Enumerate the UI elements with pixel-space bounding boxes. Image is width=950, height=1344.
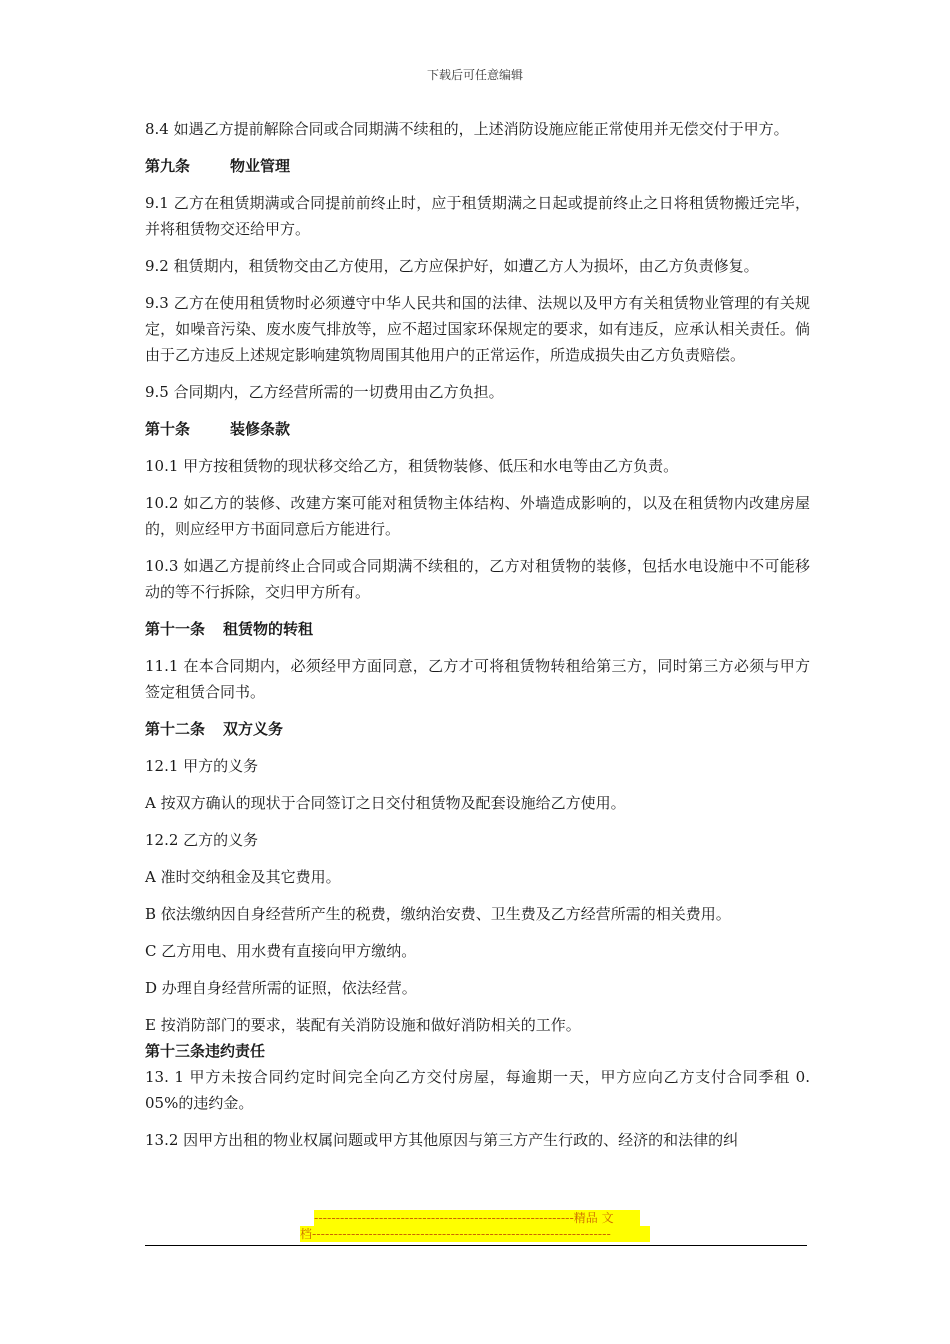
section-title: 装修条款 [230, 420, 291, 438]
paragraph: D 办理自身经营所需的证照，依法经营。 [145, 979, 417, 997]
section-number: 第十条 [145, 420, 191, 438]
paragraph: E 按消防部门的要求，装配有关消防设施和做好消防相关的工作。 [145, 1016, 581, 1034]
paragraph: 9.3 乙方在使用租赁物时必须遵守中华人民共和国的法律、法规以及甲方有关租赁物业管理的有关规定，如噪音污染、废水废气排放等，应不超过国家环保规定的要求，如有违反，应承认相关责任。倘由于乙方违反上述规定影响建筑物周围其他用户的正常运作，所造成损失由乙方负责赔偿。 [145, 294, 810, 364]
section-number: 第九条 [145, 157, 191, 175]
section-title: 双方义务 [223, 720, 284, 738]
section-heading [145, 1038, 810, 1064]
paragraph: 13.2 因甲方出租的物业权属问题或甲方其他原因与第三方产生行政的、经济的和法律的纠 [145, 1131, 739, 1149]
paragraph: 12.2 乙方的义务 [145, 831, 259, 849]
section-heading [145, 616, 810, 642]
footer-line-2: 档--------------------------------------------------------------------- [300, 1226, 650, 1242]
footer-line-1: ------------------------------------------------------------精品 文 [314, 1210, 640, 1226]
section-number: 第十二条 [145, 720, 206, 738]
paragraph: 13. 1 甲方未按合同约定时间完全向乙方交付房屋，每逾期一天，甲方应向乙方支付合同季租 0. 05%的违约金。 [145, 1068, 810, 1112]
paragraph: B 依法缴纳因自身经营所产生的税费，缴纳治安费、卫生费及乙方经营所需的相关费用。 [145, 905, 731, 923]
section-title: 租赁物的转租 [223, 620, 314, 638]
page-header: 下载后可任意编辑 [426, 68, 523, 82]
paragraph: 12.1 甲方的义务 [145, 757, 259, 775]
section-number: 第十三条违约责任 [145, 1042, 266, 1060]
paragraph: 10.3 如遇乙方提前终止合同或合同期满不续租的，乙方对租赁物的装修，包括水电设施中不可能移动的等不行拆除，交归甲方所有。 [145, 557, 810, 601]
document-body [145, 116, 810, 1164]
paragraph: 9.1 乙方在租赁期满或合同提前前终止时，应于租赁期满之日起或提前终止之日将租赁物搬迁完毕，并将租赁物交还给甲方。 [145, 194, 810, 238]
paragraph: A 准时交纳租金及其它费用。 [145, 868, 341, 886]
section-heading [145, 716, 810, 742]
footer-watermark [300, 1210, 650, 1242]
paragraph: 8.4 如遇乙方提前解除合同或合同期满不续租的，上述消防设施应能正常使用并无偿交付于甲方。 [145, 120, 789, 138]
paragraph: A 按双方确认的现状于合同签订之日交付租赁物及配套设施给乙方使用。 [145, 794, 626, 812]
footer-divider [145, 1245, 807, 1246]
paragraph: 9.5 合同期内，乙方经营所需的一切费用由乙方负担。 [145, 383, 504, 401]
paragraph: C 乙方用电、用水费有直接向甲方缴纳。 [145, 942, 417, 960]
section-heading [145, 416, 810, 442]
section-number: 第十一条 [145, 620, 206, 638]
paragraph: 10.1 甲方按租赁物的现状移交给乙方，租赁物装修、低压和水电等由乙方负责。 [145, 457, 679, 475]
paragraph: 9.2 租赁期内，租赁物交由乙方使用，乙方应保护好，如遭乙方人为损坏，由乙方负责修复。 [145, 257, 759, 275]
paragraph: 10.2 如乙方的装修、改建方案可能对租赁物主体结构、外墙造成影响的，以及在租赁物内改建房屋的，则应经甲方书面同意后方能进行。 [145, 494, 810, 538]
paragraph: 11.1 在本合同期内，必须经甲方面同意，乙方才可将租赁物转租给第三方，同时第三方必须与甲方签定租赁合同书。 [145, 657, 810, 701]
section-heading [145, 153, 810, 179]
section-title: 物业管理 [230, 157, 291, 175]
